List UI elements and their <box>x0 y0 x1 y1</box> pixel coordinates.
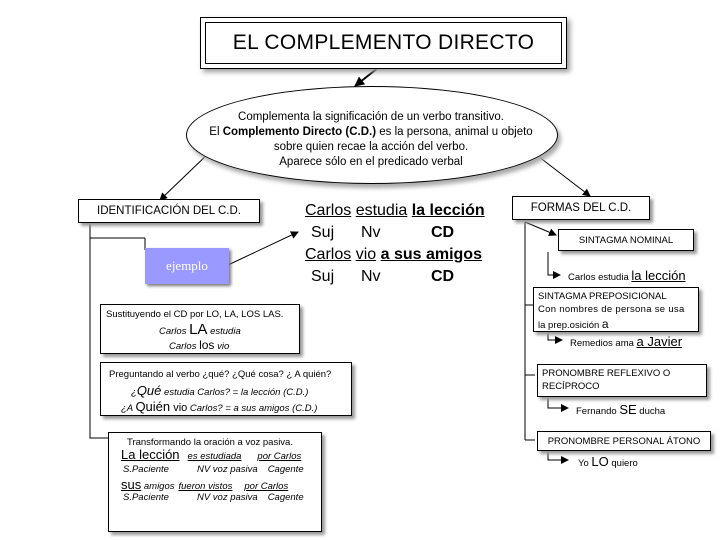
sustituyendo-example-2: Carlos los vio <box>169 338 230 352</box>
arrow-ejemplo-to-examples <box>228 232 298 265</box>
transformando-box <box>108 432 322 532</box>
sintagma-preposicional-desc1: Con nombres de persona se usa <box>538 304 685 315</box>
arrow-to-nominal <box>525 222 556 235</box>
sustituyendo-example-1: Carlos LA estudia <box>159 321 241 338</box>
pronombre-reflexivo-example: Fernando SE ducha <box>576 402 666 417</box>
sintagma-preposicional-desc2: la prep.osición a <box>538 317 609 331</box>
sustituyendo-box <box>100 304 300 354</box>
identificacion-heading: IDENTIFICACIÓN DEL C.D. <box>78 199 260 223</box>
pronombre-atono-box: PRONOMBRE PERSONAL ÁTONO <box>537 431 711 451</box>
sintagma-preposicional-example: Remedios ama a Javier <box>570 334 683 349</box>
pronombre-reflexivo-label2: RECÍPROCO <box>542 381 600 392</box>
pronombre-atono-example: Yo LO quiero <box>578 454 638 469</box>
transformando-row-2: S.Paciente NV voz pasiva Cagente <box>123 464 304 475</box>
sintagma-nominal-example: Carlos estudia la lección <box>568 268 686 283</box>
sintagma-preposicional-label: SINTAGMA PREPOSICIONAL <box>538 291 667 302</box>
example-sentence-1: Carlos estudia la lección <box>305 202 485 219</box>
definition-line3: sobre quien recae la acción del verbo. <box>273 141 469 153</box>
example-tags-1: Suj Nv CD <box>311 224 455 241</box>
preguntando-example-2: ¿A Quién vio Carlos? = a sus amigos (C.D.) <box>121 399 318 414</box>
definition-text <box>190 110 552 170</box>
sustituyendo-title: Sustituyendo el CD por LO, LA, LOS LAS. <box>106 309 284 320</box>
preguntando-title: Preguntando al verbo ¿qué? ¿Qué cosa? ¿ A quién? <box>109 369 332 380</box>
preguntando-example-1: ¿Qué estudia Carlos? = la lección (C.D.) <box>131 383 309 398</box>
pronombre-reflexivo-label1: PRONOMBRE REFLEXIVO O <box>542 368 671 379</box>
pronombre-reflexivo-box <box>537 364 707 397</box>
arrow-nominal-example <box>548 252 560 275</box>
transformando-row-3: sus amigos fueron vistos por Carlos <box>121 477 289 492</box>
formas-heading: FORMAS DEL C.D. <box>512 196 650 220</box>
ejemplo-button[interactable]: ejemplo <box>145 248 229 284</box>
transformando-row-1: La lección es estudiada por Carlos <box>121 447 302 462</box>
preguntando-box <box>100 362 352 416</box>
transformando-title: Transformando la oración a voz pasiva. <box>127 437 293 448</box>
example-tags-2: Suj Nv CD <box>311 268 455 285</box>
page-title: EL COMPLEMENTO DIRECTO <box>205 22 562 64</box>
example-sentence-2: Carlos vio a sus amigos <box>305 246 482 263</box>
definition-line4: Aparece sólo en el predicado verbal <box>279 156 463 168</box>
definition-line2: El Complemento Directo (C.D.) es la persona, animal u objeto <box>209 126 533 138</box>
sintagma-nominal-box: SINTAGMA NOMINAL <box>558 229 694 251</box>
definition-line1: Complementa la significación de un verbo transitivo. <box>238 111 504 123</box>
sintagma-preposicional-box <box>533 287 699 332</box>
transformando-row-4: S.Paciente NV voz pasiva Cagente <box>123 492 304 503</box>
